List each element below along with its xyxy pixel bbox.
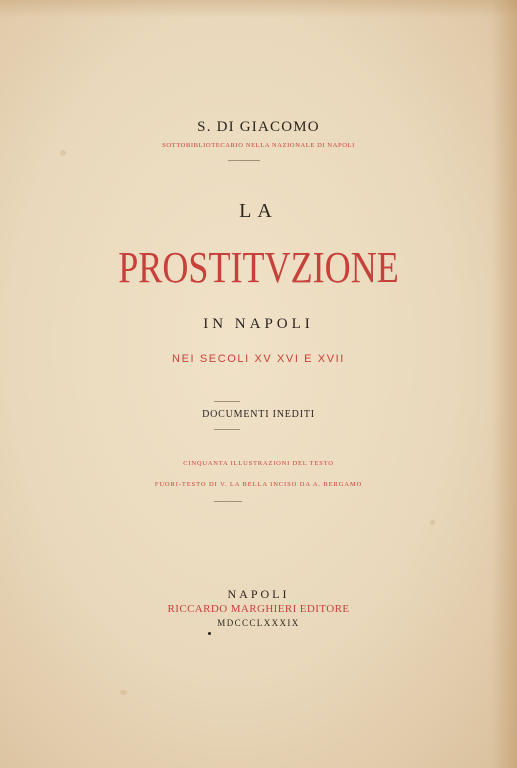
title-article: LA <box>239 200 278 222</box>
author-role: SOTTOBIBLIOTECARIO NELLA NAZIONALE DI NAPOLI <box>162 142 355 149</box>
imprint-place: NAPOLI <box>227 587 290 601</box>
author-name: S. DI GIACOMO <box>197 119 320 135</box>
centuries-line: NEI SECOLI XV XVI E XVII <box>172 353 345 365</box>
illustrations-line-2: FUORI-TESTO DI V. LA BELLA INCISO DA A. BERGAMO <box>154 481 363 488</box>
imprint-year: MDCCCLXXXIX <box>217 618 300 628</box>
paper-stain <box>120 690 127 695</box>
page-edge-shadow-right <box>491 0 517 768</box>
divider-rule <box>228 160 260 161</box>
illustrations-line-1: CINQUANTA ILLUSTRAZIONI DEL TESTO <box>183 460 334 467</box>
paper-stain <box>430 520 435 525</box>
subtitle: IN NAPOLI <box>203 316 314 332</box>
ornament-dot <box>208 632 211 635</box>
paper-stain <box>60 150 66 156</box>
divider-rule <box>214 501 242 502</box>
main-title: PROSTITVZIONE <box>118 243 399 292</box>
imprint-publisher: RICCARDO MARGHIERI EDITORE <box>167 603 350 615</box>
documents-line: DOCUMENTI INEDITI <box>202 409 315 420</box>
page-edge-shadow-top <box>0 0 517 18</box>
divider-rule <box>214 429 240 430</box>
divider-rule <box>214 401 240 402</box>
